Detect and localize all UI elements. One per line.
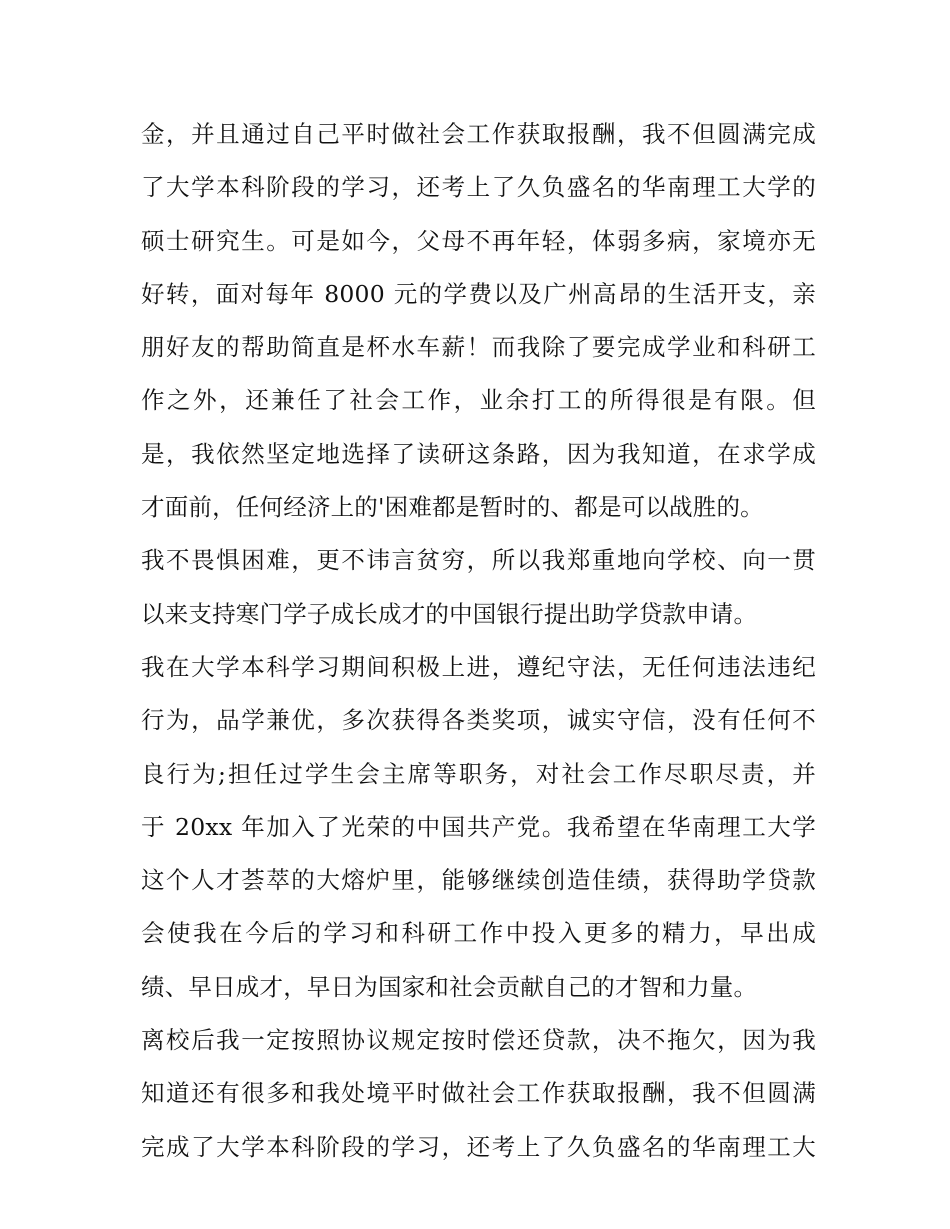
text-line-14: 于 20xx 年加入了光荣的中国共产党。我希望在华南理工大学 <box>141 812 816 841</box>
text-line-10: 以来支持寒门学子成长成才的中国银行提出助学贷款申请。 <box>141 599 758 628</box>
text-line-13: 良行为;担任过学生会主席等职务，对社会工作尽职尽责，并 <box>141 759 816 788</box>
text-line-6: 作之外，还兼任了社会工作，业余打工的所得很是有限。但 <box>141 386 816 415</box>
text-line-2: 了大学本科阶段的学习，还考上了久负盛名的华南理工大学的 <box>141 173 816 202</box>
body-text <box>141 108 816 1174</box>
text-line-7: 是，我依然坚定地选择了读研这条路，因为我知道，在求学成 <box>141 439 816 468</box>
text-line-1: 金，并且通过自己平时做社会工作获取报酬，我不但圆满完成 <box>141 120 816 148</box>
text-line-16: 会使我在今后的学习和科研工作中投入更多的精力，早出成 <box>141 919 816 948</box>
text-line-9: 我不畏惧困难，更不讳言贫穷，所以我郑重地向学校、向一贯 <box>141 546 816 575</box>
text-line-4: 好转，面对每年 8000 元的学费以及广州高昂的生活开支，亲 <box>141 279 816 308</box>
text-line-8: 才面前，任何经济上的'困难都是暂时的、都是可以战胜的。 <box>141 493 764 522</box>
text-line-12: 行为，品学兼优，多次获得各类奖项，诚实守信，没有任何不 <box>141 706 816 735</box>
text-line-20: 完成了大学本科阶段的学习，还考上了久负盛名的华南理工大 <box>141 1132 816 1161</box>
text-line-11: 我在大学本科学习期间积极上进，遵纪守法，无任何违法违纪 <box>141 652 816 681</box>
text-line-3: 硕士研究生。可是如今，父母不再年轻，体弱多病，家境亦无 <box>141 226 816 255</box>
text-line-5: 朋好友的帮助简直是杯水车薪！而我除了要完成学业和科研工 <box>141 333 816 362</box>
text-line-17: 绩、早日成才，早日为国家和社会贡献自己的才智和力量。 <box>141 972 758 1001</box>
text-line-15: 这个人才荟萃的大熔炉里，能够继续创造佳绩，获得助学贷款 <box>141 866 816 895</box>
text-line-19: 知道还有很多和我处境平时做社会工作获取报酬，我不但圆满 <box>141 1079 816 1108</box>
text-line-18: 离校后我一定按照协议规定按时偿还贷款，决不拖欠，因为我 <box>141 1026 816 1055</box>
